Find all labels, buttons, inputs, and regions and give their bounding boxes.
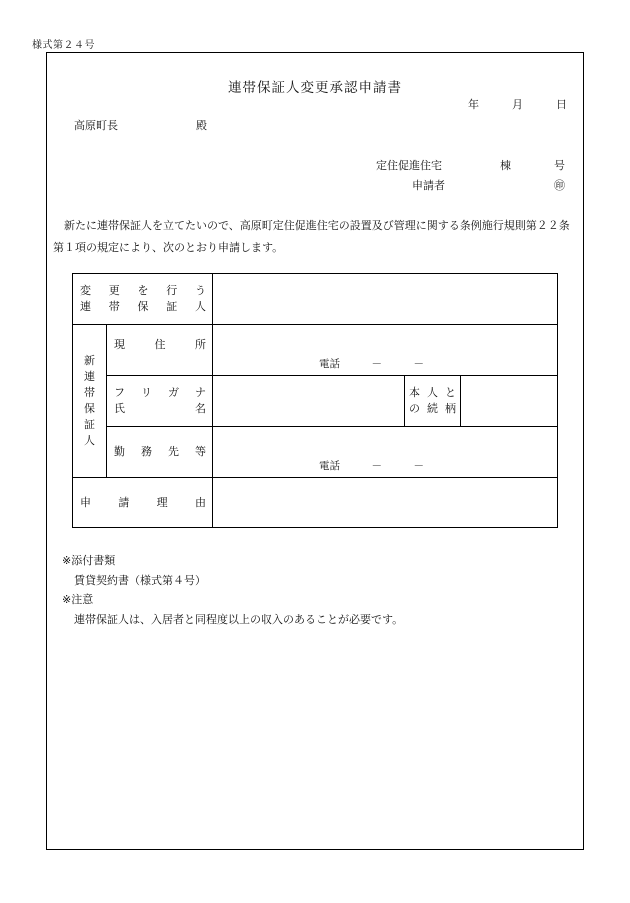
address-field[interactable] [213, 325, 558, 376]
workplace-phone-label: 電話 － － [319, 460, 424, 472]
name-field[interactable] [213, 376, 405, 427]
caution-heading: ※注意 [62, 593, 94, 606]
address-label: 現 住 所 [107, 325, 213, 376]
workplace-label: 勤 務 先 等 [107, 427, 213, 478]
applicant-label: 申請者 [412, 179, 445, 192]
relation-label: 本 人 と の 続 柄 [405, 376, 461, 427]
statement-line-2: 第１項の規定により、次のとおり申請します。 [53, 241, 284, 254]
relation-field[interactable] [461, 376, 558, 427]
notes-section [62, 551, 403, 629]
seal-mark: ㊞ [554, 179, 565, 192]
form-number: 様式第２４号 [32, 40, 95, 51]
document-title: 連帯保証人変更承認申請書 [228, 80, 402, 96]
furigana-name-label: フ リ ガ ナ 氏 名 [107, 376, 213, 427]
addressee-honorific: 殿 [196, 119, 207, 132]
guarantor-table [72, 273, 558, 528]
new-guarantor-label: 新 連 帯 保 証 人 [73, 325, 107, 478]
attachments-heading: ※添付書類 [62, 554, 116, 567]
current-guarantor-label: 変 更 を 行 う 連 帯 保 証 人 [73, 274, 213, 325]
statement-line-1: 新たに連帯保証人を立てたいので、高原町定住促進住宅の設置及び管理に関する条例施行規則第２２条 [64, 219, 570, 232]
residence-label: 定住促進住宅 [376, 159, 442, 172]
addressee-name: 高原町長 [74, 119, 118, 132]
current-guarantor-field[interactable] [213, 274, 558, 325]
reason-label: 申 請 理 由 [73, 478, 213, 528]
date-day: 日 [556, 98, 567, 111]
date-month: 月 [512, 98, 523, 111]
application-statement [53, 215, 583, 259]
address-phone-label: 電話 － － [319, 358, 424, 370]
attachment-item: 賃貸契約書（様式第４号） [74, 573, 206, 587]
caution-text: 連帯保証人は、入居者と同程度以上の収入のあることが必要です。 [74, 612, 404, 626]
date-year: 年 [468, 98, 479, 111]
workplace-field[interactable] [213, 427, 558, 478]
reason-field[interactable] [213, 478, 558, 528]
building-label: 棟 [500, 159, 511, 172]
number-label: 号 [554, 159, 565, 172]
